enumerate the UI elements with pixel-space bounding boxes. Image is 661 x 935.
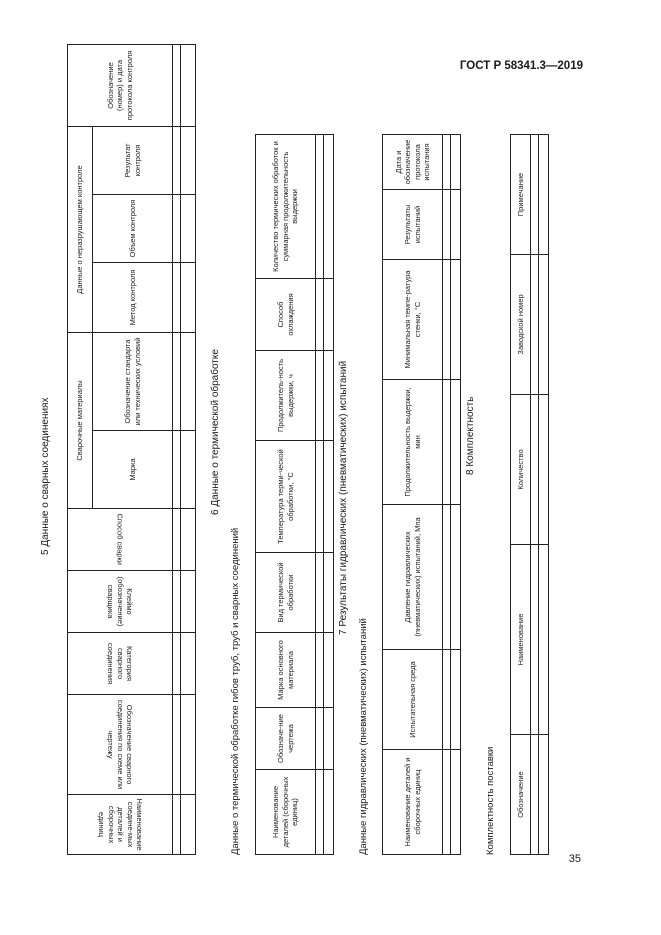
- standard-header: ГОСТ Р 58341.3—2019: [459, 60, 583, 72]
- s5-col-standard: Обозначение стандарта или технических условий: [93, 333, 173, 431]
- s8-col-name: Наименование: [511, 545, 531, 735]
- page-number: 35: [568, 853, 581, 865]
- s6-col-treatment-type: Вид термической обработки: [256, 553, 316, 633]
- section6-title: 6 Данные о термической обработке: [210, 349, 221, 515]
- s5-col-result: Результат контроля: [93, 126, 173, 194]
- s7-col-medium: Испытательная среда: [383, 650, 443, 750]
- s6-col-material: Марка основного материала: [256, 633, 316, 708]
- section7-table: [382, 134, 461, 855]
- s7-col-duration: Продолжительность выдержки, мин: [383, 380, 443, 505]
- s5-col-volume: Объем контроля: [93, 195, 173, 263]
- section5-title: 5 Данные о сварных соединениях: [40, 397, 51, 555]
- section8-table: [510, 134, 549, 855]
- s6-col-cooling: Способ охлаждения: [256, 279, 316, 351]
- s5-group-materials: Сварочные материалы: [68, 333, 93, 509]
- s5-col-method: Метод контроля: [93, 263, 173, 333]
- table-row: [451, 135, 461, 855]
- s7-col-min-temp: Минимальная темпе-ратура стенки, °С: [383, 260, 443, 380]
- section5-table: [67, 44, 196, 855]
- table-row: [173, 44, 181, 854]
- s6-col-duration: Продолжитель-ность выдержки, ч: [256, 351, 316, 441]
- s5-group-ndt: Данные о неразрушающем контроле: [68, 126, 93, 332]
- s5-col-joint-category: Категория сварного соединения: [68, 633, 173, 695]
- s5-col-welding-method: Способ сварки: [68, 509, 173, 571]
- s8-col-quantity: Количество: [511, 395, 531, 545]
- s6-col-drawing: Обозначе-ние чертежа: [256, 708, 316, 770]
- s7-col-parts: Наименование деталей и сборочных единиц: [383, 750, 443, 855]
- s8-col-serial: Заводской номер: [511, 255, 531, 395]
- section8-title: 8 Комплектность: [465, 396, 476, 475]
- s5-col-parts: Наименование соедине-мых деталей и сборочных единиц: [68, 795, 173, 855]
- s5-col-protocol: Обозначение (номер) и дата протокола контроля: [68, 44, 173, 126]
- section7-title: 7 Результаты гидравлических (пневматических) испытаний: [338, 360, 349, 635]
- section7-caption: Данные гидравлических (пневматических) испытаний: [358, 618, 369, 855]
- s6-col-count: Количество термических обработок и суммарная продолжительность выдержки: [256, 135, 316, 279]
- s8-col-designation: Обозначение: [511, 735, 531, 855]
- s8-col-note: Примечание: [511, 135, 531, 255]
- s7-col-pressure: Давление гидравлических (пневматических) испытаний, Мпа: [383, 505, 443, 650]
- table-row: [324, 135, 334, 855]
- s5-col-brand: Марка: [93, 431, 173, 509]
- section8-caption: Комплектность поставки: [485, 746, 496, 855]
- s6-col-parts: Наименование деталей (сборочных единиц): [256, 770, 316, 855]
- table-row: [443, 135, 451, 855]
- table-row: [316, 135, 324, 855]
- s5-col-welder-mark: Клеймо (обозначение) сварщика: [68, 571, 173, 633]
- s7-col-protocol: Дата и обозначение протокола испытания: [383, 135, 443, 190]
- section6-table: [255, 134, 334, 855]
- table-row: [531, 135, 539, 855]
- table-row: [181, 44, 196, 854]
- s6-col-temperature: Температура терми-ческой обработки, °С: [256, 441, 316, 553]
- table-row: [539, 135, 549, 855]
- s5-col-joint-designation: Обозначение сварного соединения по схеме или чертежу: [68, 695, 173, 795]
- s7-col-results: Результаты испытаний: [383, 190, 443, 260]
- section6-caption: Данные о термической обработке гибов труб, труб и сварных соединений: [230, 527, 241, 855]
